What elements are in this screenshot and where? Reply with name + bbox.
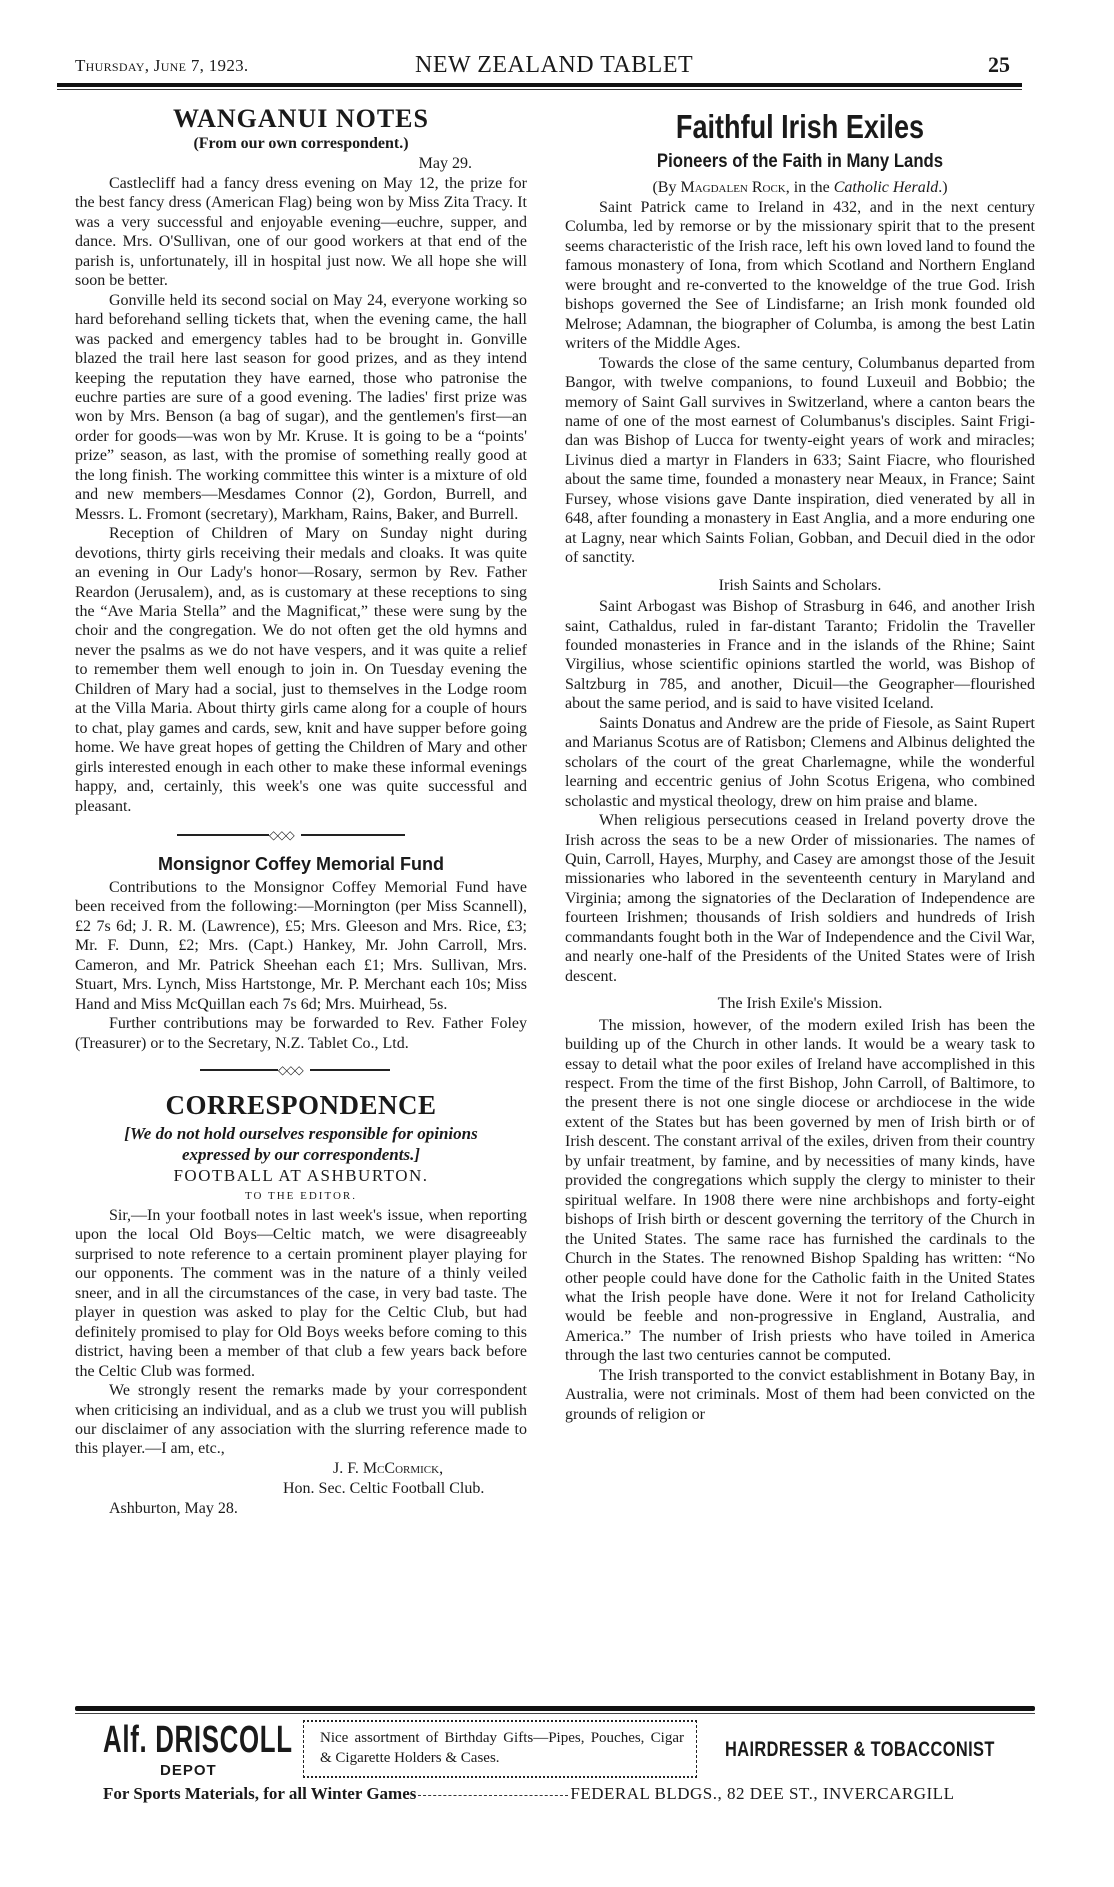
ad-footer xyxy=(103,1784,1038,1804)
article-subtitle: (From our own correspondent.) xyxy=(193,135,409,152)
ad-rule-thin xyxy=(75,1713,1035,1714)
signature-title: Hon. Sec. Celtic Football Club. xyxy=(283,1479,485,1497)
paragraph: The Irish transported to the convict establishment in Botany Bay, in Australia, were not criminals. Most of them had been convicted on the grounds of religion or xyxy=(565,1366,1035,1423)
ad-rule-thick xyxy=(75,1706,1035,1711)
header-rule-thick xyxy=(57,83,1022,87)
editorial-disclaimer: [We do not hold ourselves responsible for opinions xyxy=(124,1124,478,1144)
publication-title: NEW ZEALAND TABLET xyxy=(415,52,694,78)
signature-name-text: J. F. McCormick, xyxy=(333,1459,444,1477)
advertiser-name: Alf. DRISCOLL xyxy=(103,1719,293,1761)
byline-text: , in the xyxy=(785,179,834,196)
article-byline xyxy=(565,178,1035,198)
paragraph: The mission, however, of the modern exiled Irish has been the building up of the Church in other lands. It would be a weary task to essay to detail what the poor exiles of Ireland have accomplished in this respect. From the time of the first Bishop, John Carroll, of Baltimore, to the present there is not one single diocese or archdiocese in the wide extent of the States but has been governed by men of Irish birth or of Irish descent. The constant arrival of the exiles, driven from their country by unfair treatment, by famine, and by necessities of many kinds, have provided the congregations which supply the clergy to minister to their spiritual welfare. In 1908 there were nine archbishops and forty-eight bishops of Irish birth or descent governing the territory of the Church in the United States. The same race has furnished the cardinals to the Church in the States. The renowned Bishop Spalding has written: “No other people could have done for the Catholic faith in the United States what the Irish people have done. Were it not for Ireland Catholicity would be feeble and non-progressive in England, Australia, and America.” The number of Irish priests who have toiled in America through the last two centuries cannot be computed. xyxy=(565,1016,1035,1365)
right-column xyxy=(565,100,1035,1424)
ad-offer-text: Nice assortment of Birthday Gifts—Pipes, Pouches, Cigar & Cigarette Holders & Cases. xyxy=(320,1730,684,1766)
paragraph: Sir,—In your football notes in last week's issue, when reporting upon the local Old Boys—Celtic match, we were disagreeably surprised to note reference to a certain prominent player playing for our opponents. The comment was in the nature of a thinly veiled sneer, and in all the circumstances of the case, in very bad taste. The player in question was asked to play for the Celtic Club, but had definitely promised to play for Old Boys weeks before coming to this district, having been a member of that club a few years back before the Celtic Club was formed. xyxy=(75,1207,527,1380)
issue-date: Thursday, June 7, 1923. xyxy=(75,56,249,75)
paragraph: We strongly resent the remarks made by your correspondent when criticising an individual, and as a club we trust you will publish our disclaimer of any association with the slurring reference made to this player.—I am, etc., xyxy=(75,1382,527,1458)
section-title: CORRESPONDENCE xyxy=(165,1090,437,1121)
paragraph: Saint Arbogast was Bishop of Strasburg in 646, and another Irish saint, Cathaldus, ruled in far-distant Taranto; Fridolin the Traveller founded monasteries in France and in the islands of the Rhine; Saint Virgilius, whose scientific opinions startled the world, was Bishop of Saltzburg in 785, and another, Dicuil—the Geographer—flourished about the same period, and is said to have visited Iceland. xyxy=(565,598,1035,713)
article-dateline: May 29. xyxy=(418,155,472,172)
left-column xyxy=(75,100,527,1519)
coffey-fund-article xyxy=(75,852,527,1053)
advertiser-depot: DEPOT xyxy=(160,1762,217,1779)
divider-line xyxy=(301,834,405,836)
article-title: Faithful Irish Exiles xyxy=(675,108,925,145)
paragraph: Reception of Children of Mary on Sunday night during devotions, thirty girls receiving their medals and cloaks. It was quite an evening in Our Lady's honor—Rosary, sermon by Rev. Father Reardon (Jerusalem), and, as is customary at these receptions to sing the “Ave Maria Stella” and the Magnificat,” these were sung by the choir and the congregation. We do not often get the old hymns and never the psalms as we do not have vespers, and it was quite a relief to remember them well enough to join in. On Tuesday evening the Children of Mary had a social, just to themselves in the Lodge room at the Villa Maria. About thirty girls came along for a couple of hours to chat, play games and cards, sew, knit and have supper before going home. We have great hopes of getting the Children of Mary and other girls interested enough in each other to make these informal evenings happy, and, certainly, this week's one was quite successful and pleasant. xyxy=(75,525,527,815)
letter-addressee: TO THE EDITOR. xyxy=(244,1190,358,1203)
section-subhead: The Irish Exile's Mission. xyxy=(717,995,883,1013)
ad-offer-box xyxy=(303,1720,697,1778)
correspondence-section xyxy=(75,1089,527,1519)
signature-name xyxy=(75,1459,527,1479)
divider-line xyxy=(200,1069,278,1071)
section-divider-ornament xyxy=(75,822,527,848)
page-number: 25 xyxy=(988,52,1010,77)
paragraph: Castlecliff had a fancy dress evening on May 12, the prize for the best fancy dress (American Flag) being won by Miss Zita Tracy. It was a very successful and enjoyable evening—euchre, supper, and dance. Mrs. O'Sullivan, one of our good workers at that end of the parish is, unfortunately, ill in hospital just now. We all hope she will soon be better. xyxy=(75,175,527,290)
diamond-ornament-icon: ◇◇◇ xyxy=(269,827,294,842)
byline-author: Magdalen Rock xyxy=(680,179,786,196)
faithful-irish-exiles-article xyxy=(565,108,1035,1424)
ad-footer-address: FEDERAL BLDGS., 82 DEE ST., INVERCARGILL xyxy=(570,1784,955,1803)
paragraph: Contributions to the Monsignor Coffey Memorial Fund have been received from the following:—Mornington (per Miss Scannell), £2 7s 6d; J. R. M. (Lawrence), £5; Mrs. Gleeson and Mrs. Rice, £3; Mr. F. Dunn, £2; Mrs. (Capt.) Hankey, Mr. John Carroll, Mrs. Cameron, and Mr. Patrick Sheehan each £1; Mrs. Sullivan, Mrs. Stuart, Mrs. Lynch, Miss Hartstonge, Mr. P. Merchant each 10s; Miss Hand and Miss McQuillan each 7s 6d; Mrs. Muirhead, 5s. xyxy=(75,878,527,1013)
byline-source: Catholic Herald xyxy=(833,179,939,196)
ad-leader-line xyxy=(418,1795,568,1796)
letter-title: FOOTBALL AT ASHBURTON. xyxy=(173,1166,429,1186)
paragraph: Further contributions may be forwarded to Rev. Father Foley (Treasurer) or to the Secretary, N.Z. Tablet Co., Ltd. xyxy=(75,1015,527,1052)
divider-line xyxy=(177,834,269,836)
ad-footer-tagline: For Sports Materials, for all Winter Games xyxy=(103,1784,417,1803)
paragraph: Towards the close of the same century, Columbanus departed from Bangor, with twelve companions, to found Luxeuil and Bobbio; the memory of Saint Gall survives in Switzerland, where a canton bears the name of one of the most earnest of Columbanus's disciples. Saint Frigidan was Bishop of Lucca for twenty-eight years of work and miracles; Livinus died a martyr in Flanders in 633; Saint Fiacre, who flourished about the same time, founded a monastery near Meaux, in France; Saint Fursey, whose visions gave Dante inspiration, died venerated by all in 648, after founding a monastery in East Anglia, and a more enduring one at Lagny, near which Saints Folian, Gobban, and Decuil died in the odor of sanctity. xyxy=(565,354,1035,567)
header-rule-thin xyxy=(57,89,1022,90)
section-subhead: Irish Saints and Scholars. xyxy=(718,576,882,594)
advertiser-trade: HAIRDRESSER & TOBACCONIST xyxy=(725,1738,995,1761)
paragraph: Gonville held its second social on May 24, everyone working so hard beforehand selling tickets that, when the evening came, the hall was packed and emergency tables had to be brought in. Gonville blazed the trail here last season for good prizes, and as they intend keeping the reputation they have earned, those who patronise the euchre parties are sure of a good evening. The ladies' first prize was won by Mrs. Benson (a bag of sugar), and the gentlemen's first—an order for goods—was won by Mr. Kruse. It is going to be a “points' prize” season, as last, with the promise of something really good at the long finish. The working committee this winter is a mixture of old and new members—Mesdames Connor (2), Gordon, Burrell, and Messrs. L. Fromont (secretary), Markham, Rains, Baker, and Burrell. xyxy=(75,291,527,523)
byline-text: .) xyxy=(938,179,948,196)
diamond-ornament-icon: ◇◇◇ xyxy=(278,1063,303,1078)
paragraph: Saint Patrick came to Ireland in 432, and in the next century Columba, led by remorse or by the missionary spirit that to the present seems characteristic of the Irish race, left his own loved land to found the famous monastery of Iona, from which Scotland and Northern England were brought and re-converted to the knoweldge of the true God. Irish bishops governed the See of Lindisfarne; an Irish monk founded old Melrose; Adamnan, the biographer of Columba, is among the best Latin writers of the Middle Ages. xyxy=(565,199,1035,353)
letter-place-date: Ashburton, May 28. xyxy=(109,1499,238,1517)
byline-text: (By xyxy=(652,179,681,196)
paragraph: Saints Donatus and Andrew are the pride of Fiesole, as Saint Rupert and Marianus Scotus are of Ratisbon; Clemens and Albinus delighted the scholars of the court of the great Charlemagne, while the wonderful learning and eccentric genius of John Scotus Erigena, who combined scholastic and mystical theology, drew on him praise and blame. xyxy=(565,714,1035,810)
article-subtitle: Pioneers of the Faith in Many Lands xyxy=(656,151,944,172)
article-title: Monsignor Coffey Memorial Fund xyxy=(158,853,444,874)
section-divider-ornament xyxy=(75,1057,527,1083)
wanganui-notes-article xyxy=(75,104,527,816)
divider-line xyxy=(310,1069,390,1071)
editorial-disclaimer: expressed by our correspondents.] xyxy=(182,1145,420,1165)
article-title: WANGANUI NOTES xyxy=(173,104,429,133)
running-head xyxy=(75,54,1020,80)
paragraph: When religious persecutions ceased in Ireland poverty drove the Irish across the seas to be a new Order of missionaries. The names of Quin, Carroll, Hayes, Murphy, and Casey are amongst those of the Jesuit missionaries who labored in the seventeenth century in Maryland and Virginia; among the signatories of the Declaration of Independence are fourteen Irishmen; thousands of Irish soldiers and hundreds of Irish commandants fought both in the War of Independence and the Civil War, and nearly one-half of the Presidents of the United States were of Irish descent. xyxy=(565,812,1035,985)
